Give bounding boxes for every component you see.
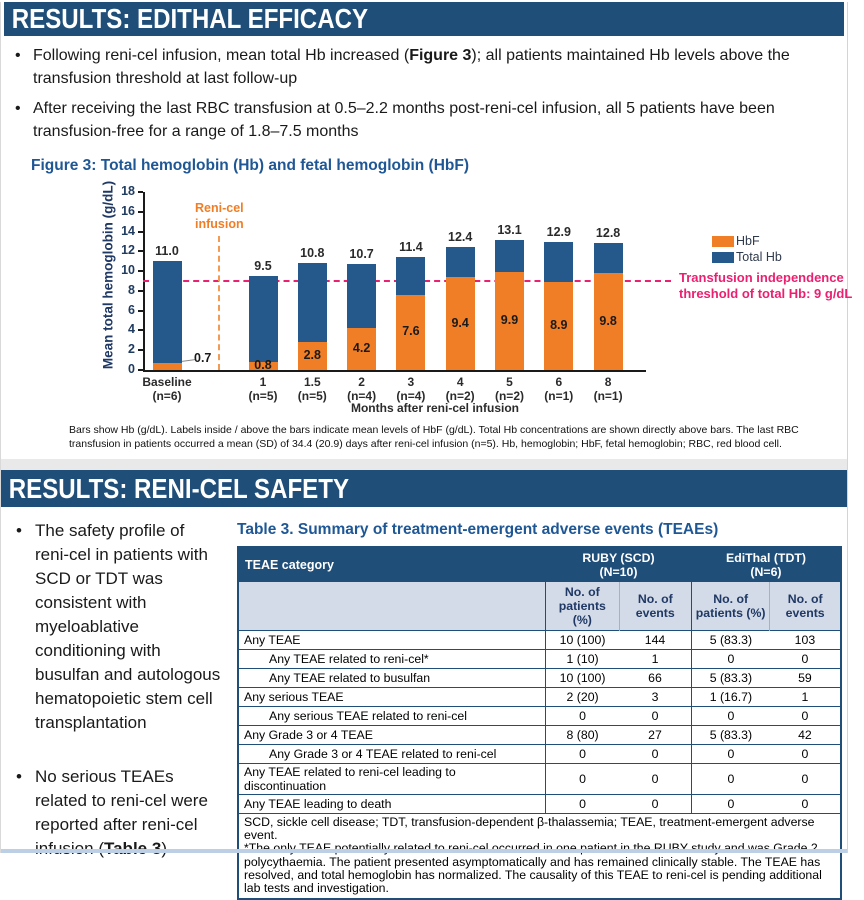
footnote-asterisk: polycythaemia. The patient presented asymptomatically and has remained clinically stable. The TEAE has resolved, and total hemoglobin has normalized. The causality of this TEAE to reni-cel is pending additional lab tests and investigation.	[244, 854, 822, 896]
infusion-label: Reni-cel infusion	[195, 201, 244, 231]
threshold-label: Transfusion independence threshold of total Hb: 9 g/dL	[679, 270, 853, 301]
section-divider	[1, 459, 847, 470]
x-category-value: 6	[555, 375, 563, 389]
bullet-item	[11, 97, 833, 143]
bar-value-label: 12.9	[546, 225, 571, 240]
x-category-value: 1	[259, 375, 267, 389]
teae-value-cell: 0	[691, 745, 769, 764]
y-tick-label: 2	[128, 342, 135, 357]
bar-value-label: 10.7	[349, 247, 374, 262]
footnote-abbreviations: SCD, sickle cell disease; TDT, transfusion-dependent β-thalassemia; TEAE, treatment-emergent adverse event.	[244, 815, 815, 843]
hbf-value-label: 9.8	[599, 313, 617, 328]
bar-value-label: 10.8	[300, 246, 325, 261]
x-category-value: 8	[604, 375, 612, 389]
hbf-value-label: 0.7	[194, 351, 212, 365]
table3-footnotes	[238, 814, 841, 900]
x-category-n: (n=2)	[445, 388, 475, 403]
teae-value-cell: 1	[619, 650, 691, 669]
table-row	[238, 745, 841, 764]
y-axis-title: Mean total hemoglobin (g/dL)	[100, 180, 116, 370]
hbf-value-label: 0.8	[254, 358, 272, 373]
teae-value-cell: 0	[770, 745, 841, 764]
y-tick-label: 6	[128, 302, 135, 317]
x-category-value: 3	[407, 375, 415, 389]
bar-value-label: 13.1	[497, 223, 522, 238]
section2-header-title: RESULTS: RENI-CEL SAFETY	[8, 472, 350, 504]
x-category-value: 5	[506, 375, 513, 389]
bullet-text: Following reni-cel infusion, mean total Hb increased (	[33, 47, 410, 64]
teae-value-cell: 0	[770, 650, 841, 669]
teae-category-cell: Any TEAE related to reni-cel*	[238, 650, 546, 669]
subheader-patients-ruby: No. of patients (%)	[546, 582, 620, 631]
section1-header-title: RESULTS: EDITHAL EFFICACY	[11, 3, 369, 34]
teae-value-cell: 10 (100)	[546, 631, 620, 650]
hbf-value-label: 8.9	[550, 317, 568, 332]
bar-value-label: 12.4	[448, 230, 473, 245]
page-bottom-strip	[1, 849, 847, 853]
hbf-leader-line	[181, 359, 194, 362]
table-group-header-row	[238, 547, 841, 582]
bar-total-hb	[249, 276, 278, 370]
x-category-n: (n=1)	[593, 388, 623, 403]
teae-value-cell: 0	[691, 650, 769, 669]
table-subheader-row	[238, 582, 841, 631]
bullet-text: The safety profile of reni-cel in patients with SCD or TDT was consistent with myeloablative conditioning with busulfan and autologous hematopoietic stem cell transplantation	[35, 521, 221, 732]
hbf-value-label: 7.6	[402, 324, 420, 339]
table-row	[238, 631, 841, 650]
x-category-n: (n=6)	[152, 388, 182, 403]
teae-value-cell: 0	[691, 795, 769, 814]
bullet-text: No serious TEAEs related to reni-cel were reported after reni-cel	[35, 767, 208, 834]
teae-value-cell: 103	[770, 631, 841, 650]
x-category-n: (n=5)	[248, 388, 278, 403]
teae-category-header: TEAE category	[238, 547, 546, 582]
section2-bullets	[11, 519, 223, 900]
teae-value-cell: 10 (100)	[546, 669, 620, 688]
table3-teae	[237, 546, 842, 900]
poster-page	[0, 2, 853, 896]
teae-category-cell: Any Grade 3 or 4 TEAE	[238, 726, 546, 745]
bullet-text-bold: Figure 3	[409, 47, 472, 64]
x-axis-label: Months after reni-cel infusion	[350, 401, 519, 415]
teae-category-cell: Any TEAE related to reni-cel leading to discontinuation	[238, 764, 546, 795]
subheader-events-edithal: No. of events	[770, 582, 841, 631]
teae-category-cell: Any TEAE leading to death	[238, 795, 546, 814]
subheader-events-ruby: No. of events	[619, 582, 691, 631]
x-category-label	[576, 376, 640, 403]
group-header-edithal	[691, 547, 841, 582]
group-n: (N=10)	[599, 565, 638, 579]
bar-total-hb	[153, 261, 182, 370]
teae-value-cell: 8 (80)	[546, 726, 620, 745]
bar-value-label: 9.5	[254, 259, 272, 274]
bullet-item	[11, 765, 223, 861]
teae-value-cell: 144	[619, 631, 691, 650]
figure3-chart	[1, 179, 853, 421]
teae-value-cell: 0	[770, 795, 841, 814]
hbf-value-label: 2.8	[303, 348, 321, 363]
teae-category-cell: Any serious TEAE related to reni-cel	[238, 707, 546, 726]
teae-category-cell: Any Grade 3 or 4 TEAE related to reni-cel	[238, 745, 546, 764]
group-name: EdiThal (TDT)	[726, 551, 806, 565]
bar-value-label: 12.8	[595, 226, 621, 241]
table3-title: Table 3. Summary of treatment-emergent adverse events (TEAEs)	[237, 521, 719, 538]
legend-label: HbF	[736, 234, 760, 248]
figure3-footnote: Bars show Hb (g/dL). Labels inside / above the bars indicate mean levels of HbF (g/dL). Total Hb concentrations are shown directly above bars. The last RBC transfusion in patients occurred a mean (SD) of 34.4 (20.9) days after reni-cel infusion (n=5). Hb, hemoglobin; HbF, fetal hemoglobin; RBC, red blood cell.	[69, 424, 799, 450]
teae-value-cell: 0	[619, 764, 691, 795]
y-tick-label: 14	[121, 223, 135, 238]
x-category-n: (n=5)	[297, 388, 327, 403]
teae-category-cell: Any serious TEAE	[238, 688, 546, 707]
table3-head	[238, 547, 841, 631]
table3-column	[223, 519, 845, 900]
table-row	[238, 795, 841, 814]
teae-value-cell: 5 (83.3)	[691, 726, 769, 745]
teae-value-cell: 0	[546, 707, 620, 726]
x-category-value: 1.5	[303, 375, 321, 389]
chart-legend	[712, 233, 782, 265]
section1-bullets	[1, 36, 847, 143]
y-tick-label: 0	[128, 362, 135, 376]
table3-body	[238, 631, 841, 814]
x-axis	[143, 370, 646, 372]
figure3-title: Figure 3: Total hemoglobin (Hb) and fetal hemoglobin (HbF)	[31, 157, 469, 174]
teae-value-cell: 1	[770, 688, 841, 707]
table-row	[238, 688, 841, 707]
section1-header-banner	[4, 2, 844, 36]
bar-value-label: 11.0	[155, 244, 179, 259]
bullet-item	[11, 519, 223, 735]
teae-value-cell: 0	[770, 764, 841, 795]
teae-category-cell: Any TEAE related to busulfan	[238, 669, 546, 688]
group-header-ruby	[546, 547, 692, 582]
teae-value-cell: 0	[546, 764, 620, 795]
x-category-n: (n=4)	[396, 388, 426, 403]
table-row	[238, 669, 841, 688]
bullet-text: ); all patients maintained Hb levels above the transfusion threshold at last follow-up	[33, 47, 790, 87]
x-category-label	[135, 376, 199, 403]
y-tick-label: 12	[121, 243, 135, 258]
legend-label: Total Hb	[736, 250, 782, 264]
bar-hbf	[153, 363, 182, 370]
teae-value-cell: 0	[619, 745, 691, 764]
footnote-row	[238, 814, 841, 900]
teae-value-cell: 66	[619, 669, 691, 688]
y-tick-label: 16	[121, 203, 135, 218]
x-category-value: Baseline	[142, 375, 192, 389]
teae-value-cell: 1 (16.7)	[691, 688, 769, 707]
hbf-value-label: 9.9	[500, 313, 519, 328]
section2-body	[1, 507, 847, 900]
y-tick-label: 8	[128, 282, 135, 297]
teae-value-cell: 5 (83.3)	[691, 669, 769, 688]
x-category-n: (n=1)	[544, 388, 574, 403]
x-category-value: 4	[456, 375, 464, 389]
teae-value-cell: 0	[546, 745, 620, 764]
table-row	[238, 764, 841, 795]
teae-value-cell: 3	[619, 688, 691, 707]
group-n: (N=6)	[750, 565, 782, 579]
teae-value-cell: 0	[691, 707, 769, 726]
legend-swatch-hbf	[712, 236, 734, 247]
section2-header-banner	[1, 470, 847, 507]
y-tick-label: 4	[128, 322, 135, 337]
hbf-value-label: 9.4	[451, 315, 469, 330]
teae-value-cell: 59	[770, 669, 841, 688]
subheader-empty	[238, 582, 546, 631]
y-tick-label: 10	[121, 263, 135, 278]
teae-value-cell: 27	[619, 726, 691, 745]
table-row	[238, 650, 841, 669]
x-category-value: 2	[358, 375, 365, 389]
y-tick-label: 18	[121, 184, 135, 198]
teae-category-cell: Any TEAE	[238, 631, 546, 650]
table-row	[238, 726, 841, 745]
x-category-n: (n=4)	[347, 388, 377, 403]
legend-swatch-total-hb	[712, 252, 734, 263]
teae-value-cell: 0	[619, 795, 691, 814]
teae-value-cell: 0	[546, 795, 620, 814]
hbf-value-label: 4.2	[352, 341, 371, 356]
x-category-n: (n=2)	[494, 388, 524, 403]
teae-value-cell: 0	[770, 707, 841, 726]
bar-value-label: 11.4	[399, 240, 423, 255]
subheader-patients-edithal: No. of patients (%)	[691, 582, 769, 631]
teae-value-cell: 2 (20)	[546, 688, 620, 707]
group-name: RUBY (SCD)	[582, 551, 655, 565]
teae-value-cell: 0	[691, 764, 769, 795]
teae-value-cell: 0	[619, 707, 691, 726]
teae-value-cell: 42	[770, 726, 841, 745]
legend-item	[712, 233, 782, 249]
bullet-item	[11, 44, 833, 90]
footnote-cell	[238, 814, 841, 900]
y-axis	[143, 192, 145, 372]
teae-value-cell: 5 (83.3)	[691, 631, 769, 650]
legend-item	[712, 249, 782, 265]
bullet-text: After receiving the last RBC transfusion at 0.5–2.2 months post-reni-cel infusion, all 5 patients have been transfusion-free for a range of 1.8–7.5 months	[33, 100, 775, 140]
table-row	[238, 707, 841, 726]
teae-value-cell: 1 (10)	[546, 650, 620, 669]
infusion-line	[218, 236, 220, 370]
